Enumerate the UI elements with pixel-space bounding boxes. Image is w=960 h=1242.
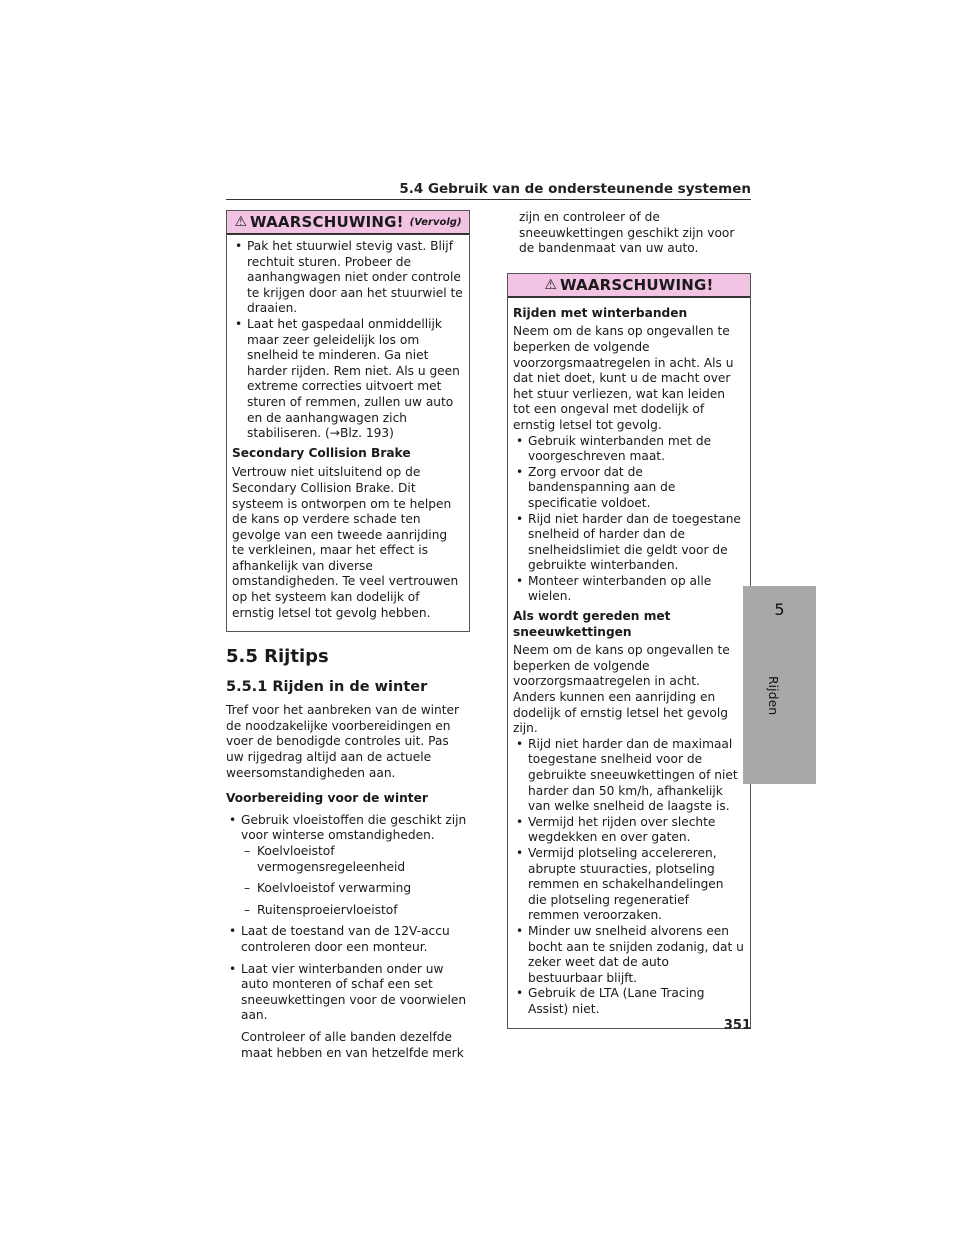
bullet-text: Laat vier winterbanden onder uw auto monteren of schaf een set sneeuwkettingen voor de voorwielen aan. [241,961,467,1023]
warning-paragraph: Neem om de kans op ongevallen te beperken de volgende voorzorgsmaatregelen in acht. Anders kunnen een aanrijding en dodelijk of ernstig letsel het gevolg zijn. [513,643,730,736]
warning-subtitle: (Vervolg) [409,216,462,228]
warning-title: WAARSCHUWING! [250,213,404,231]
list-item: • Vermijd het rijden over slechte wegdekken en over gaten. [513,815,744,846]
warning-paragraph: Neem om de kans op ongevallen te beperken de volgende voorzorgsmaatregelen in acht. Als u dat niet doet, kunt u de macht over het stuur verliezen, wat kan leiden tot een ongeval met dodelijk of ernstig letsel tot gevolg. [513,324,734,432]
list-item: – Ruitensproeiervloeistof [241,903,470,919]
warning-paragraph: Vertrouw niet uitsluitend op de Secondary Collision Brake. Dit systeem is ontworpen om te helpen de kans op verdere schade ten gevolge van een tweede aanrijding te verkleinen, maar het effect is afhankelijk van diverse omstandigheden. Te veel vertrouwen op het systeem kan dodelijk of ernstig letsel tot gevolg hebben. [232,465,459,620]
warning-box-body [508,298,750,1028]
warning-heading: Secondary Collision Brake [232,445,411,460]
prep-bullet-list [226,813,470,1061]
list-item: • Zorg ervoor dat de bandenspanning aan de specificatie voldoet. [513,465,744,512]
warning-box-continued [226,210,470,632]
running-header-title: 5.4 Gebruik van de ondersteunende systemen [399,181,751,197]
list-item: – Koelvloeistof verwarming [241,881,470,897]
running-header [226,178,751,200]
subsection-title: 5.5.1 Rijden in de winter [226,679,428,696]
list-item: • Minder uw snelheid alvorens een bocht aan te snijden zodanig, dat u zeker weet dat de auto bestuurbaar blijft. [513,924,744,986]
chapter-label: Rijden [766,676,781,716]
warning-bullet-list [232,239,463,442]
list-item [226,962,470,1062]
warning-box-header [508,274,750,298]
right-column [507,210,751,1029]
section-title: 5.5 Rijtips [226,646,329,668]
chapter-side-tab [743,586,816,784]
list-item: • Laat het gaspedaal onmiddellijk maar zeer geleidelijk los om snelheid te minderen. Ga niet harder rijden. Rem niet. Als u geen extreme correcties uitvoert met sturen of remmen, zullen uw auto en de aanhangwagen zich stabiliseren. (→Blz. 193) [232,317,463,442]
warning-triangle-icon: ⚠ [234,214,248,230]
list-item: • Rijd niet harder dan de maximaal toegestane snelheid voor de gebruikte sneeuwkettingen of niet harder dan 50 km/h, afhankelijk van welke snelheid de laagste is. [513,737,744,815]
warning-heading: Als wordt gereden met sneeuwkettingen [513,609,671,639]
warning-heading: Rijden met winterbanden [513,305,688,320]
list-item: • Gebruik winterbanden met de voorgeschreven maat. [513,434,744,465]
warning-box-winter [507,273,751,1029]
warning-triangle-icon: ⚠ [544,276,557,293]
dash-list [241,844,470,918]
warning-box-header [227,211,469,235]
bullet-continuation: zijn en controleer of de sneeuwkettingen geschikt zijn voor de bandenmaat van uw auto. [519,210,735,256]
left-column [226,210,470,1067]
list-item: • Gebruik de LTA (Lane Tracing Assist) niet. [513,986,744,1017]
warning-title: WAARSCHUWING! [559,275,714,294]
list-item: • Rijd niet harder dan de toegestane snelheid of harder dan de snelheidslimiet die geldt voor de gebruikte winterbanden. [513,512,744,574]
bullet-continuation: Controleer of alle banden dezelfde maat hebben en van hetzelfde merk [241,1029,464,1060]
bullet-text: Gebruik vloeistoffen die geschikt zijn voor winterse omstandigheden. [241,812,467,843]
list-item: • Monteer winterbanden op alle wielen. [513,574,744,605]
list-item [226,813,470,919]
chapter-number: 5 [774,600,785,619]
warning-bullet-list [513,434,744,606]
list-item: • Pak het stuurwiel stevig vast. Blijf rechtuit sturen. Probeer de aanhangwagen niet onder controle te krijgen door aan het stuurwiel te draaien. [232,239,463,317]
prep-heading: Voorbereiding voor de winter [226,791,428,806]
list-item: • Laat de toestand van de 12V-accu controleren door een monteur. [226,924,470,955]
list-item: • Vermijd plotseling accelereren, abrupte stuuracties, plotseling remmen en schakelhandelingen die plotseling regeneratief remmen veroorzaken. [513,846,744,924]
page-number: 351 [723,1018,751,1033]
warning-bullet-list [513,737,744,1018]
warning-box-body [227,235,469,631]
list-item: – Koelvloeistof vermogensregeleenheid [241,844,470,875]
intro-paragraph: Tref voor het aanbreken van de winter de noodzakelijke voorbereidingen en voer de benodigde controles uit. Pas uw rijgedrag altijd aan de actuele weersomstandigheden aan. [226,703,460,780]
